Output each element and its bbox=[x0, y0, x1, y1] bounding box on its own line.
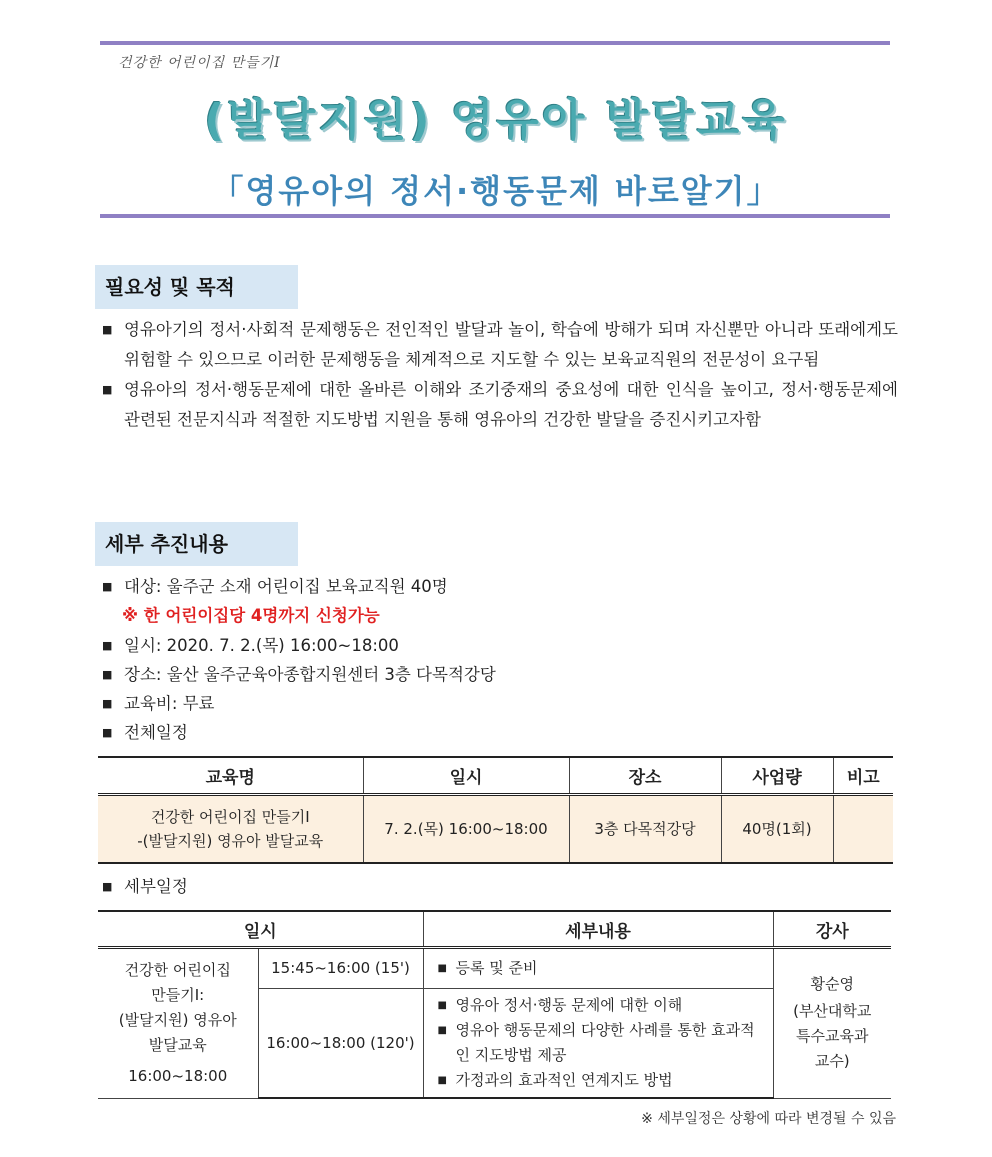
page-subtitle: 「영유아의 정서·행동문제 바로알기」 bbox=[211, 172, 781, 210]
place-cell: 3층 다목적강당 bbox=[569, 795, 721, 864]
note-cell bbox=[833, 795, 893, 864]
program-name-cell: 건강한 어린이집 만들기Ⅰ -(발달지원) 영유아 발달교육 bbox=[98, 795, 363, 864]
amount-cell: 40명(1회) bbox=[721, 795, 833, 864]
bottom-rule bbox=[100, 214, 890, 218]
time-cell: 16:00~18:00 (120') bbox=[258, 989, 423, 1099]
place-line: ■ 장소: 울산 울주군육아종합지원센터 3층 다목적강당 bbox=[102, 660, 496, 689]
content-cell bbox=[423, 989, 773, 1099]
bullet-icon: ■ bbox=[102, 668, 113, 681]
bullet-icon: ■ bbox=[102, 697, 113, 710]
column-header: 세부내용 bbox=[423, 911, 773, 948]
table-header-row bbox=[98, 757, 893, 795]
column-header: 강사 bbox=[773, 911, 891, 948]
notice-text: ※ 한 어린이집당 4명까지 신청가능 bbox=[122, 606, 380, 625]
list-item: ■ 등록 및 준비 bbox=[438, 956, 763, 981]
list-item: ■ 영유아기의 정서·사회적 문제행동은 전인적인 발달과 놀이, 학습에 방해가 되며 자신뿐만 아니라 또래에게도 위험할 수 있으므로 이러한 문제행동을 체계적으로 지도할 수 있는 보육교직원의 전문성이 요구됨 bbox=[102, 315, 898, 375]
section-heading-details: 세부 추진내용 bbox=[95, 522, 298, 566]
bullet-icon: ■ bbox=[437, 963, 447, 974]
bullet-icon: ■ bbox=[102, 383, 113, 396]
bullet-icon: ■ bbox=[437, 1025, 447, 1036]
column-header: 비고 bbox=[833, 757, 893, 795]
list-item: ■ 영유아의 정서·행동문제에 대한 올바른 이해와 조기중재의 중요성에 대한 인식을 높이고, 정서·행동문제에 관련된 전문지식과 적절한 지도방법 지원을 통해 영유아의 건강한 발달을 증진시키고자함 bbox=[102, 375, 898, 435]
bullet-icon: ■ bbox=[102, 639, 113, 652]
overall-schedule-label: ■ 전체일정 bbox=[102, 718, 188, 747]
bullet-icon: ■ bbox=[102, 323, 113, 336]
column-header: 사업량 bbox=[721, 757, 833, 795]
column-header: 일시 bbox=[363, 757, 569, 795]
column-header: 교육명 bbox=[98, 757, 363, 795]
detail-schedule-table bbox=[98, 910, 891, 1099]
lecturer-cell: 황순영 (부산대학교 특수교육과 교수) bbox=[773, 948, 891, 1099]
bullet-icon: ■ bbox=[437, 1075, 447, 1086]
content-cell bbox=[423, 948, 773, 989]
overall-schedule-table bbox=[98, 756, 893, 864]
footnote: ※ 세부일정은 상황에 따라 변경될 수 있음 bbox=[641, 1111, 896, 1127]
table-header-row bbox=[98, 911, 891, 948]
bullet-icon: ■ bbox=[102, 726, 113, 739]
date-line: ■ 일시: 2020. 7. 2.(목) 16:00~18:00 bbox=[102, 631, 399, 660]
table-row bbox=[98, 948, 891, 989]
list-item: ■ 가정과의 효과적인 연계지도 방법 bbox=[438, 1068, 763, 1093]
time-cell: 15:45~16:00 (15') bbox=[258, 948, 423, 989]
purpose-list bbox=[102, 315, 898, 435]
column-header: 일시 bbox=[98, 911, 423, 948]
program-cell: 건강한 어린이집 만들기Ⅰ: (발달지원) 영유아 발달교육 16:00~18:00 bbox=[98, 948, 258, 1099]
section-heading-purpose: 필요성 및 목적 bbox=[95, 265, 298, 309]
top-rule bbox=[100, 41, 890, 45]
page-title: (발달지원) 영유아 발달교육 bbox=[204, 95, 788, 146]
bullet-icon: ■ bbox=[102, 880, 113, 893]
list-item: ■ 영유아 행동문제의 다양한 사례를 통한 효과적인 지도방법 제공 bbox=[438, 1018, 763, 1068]
target-line: ■ 대상: 울주군 소재 어린이집 보육교직원 40명 bbox=[102, 572, 448, 601]
datetime-cell: 7. 2.(목) 16:00~18:00 bbox=[363, 795, 569, 864]
list-item: ■ 영유아 정서·행동 문제에 대한 이해 bbox=[438, 993, 763, 1018]
detail-schedule-label: ■ 세부일정 bbox=[102, 872, 188, 901]
series-label: 건강한 어린이집 만들기Ⅰ bbox=[118, 55, 281, 71]
table-row bbox=[98, 795, 893, 864]
column-header: 장소 bbox=[569, 757, 721, 795]
fee-line: ■ 교육비: 무료 bbox=[102, 689, 215, 718]
bullet-icon: ■ bbox=[437, 1000, 447, 1011]
bullet-icon: ■ bbox=[102, 580, 113, 593]
